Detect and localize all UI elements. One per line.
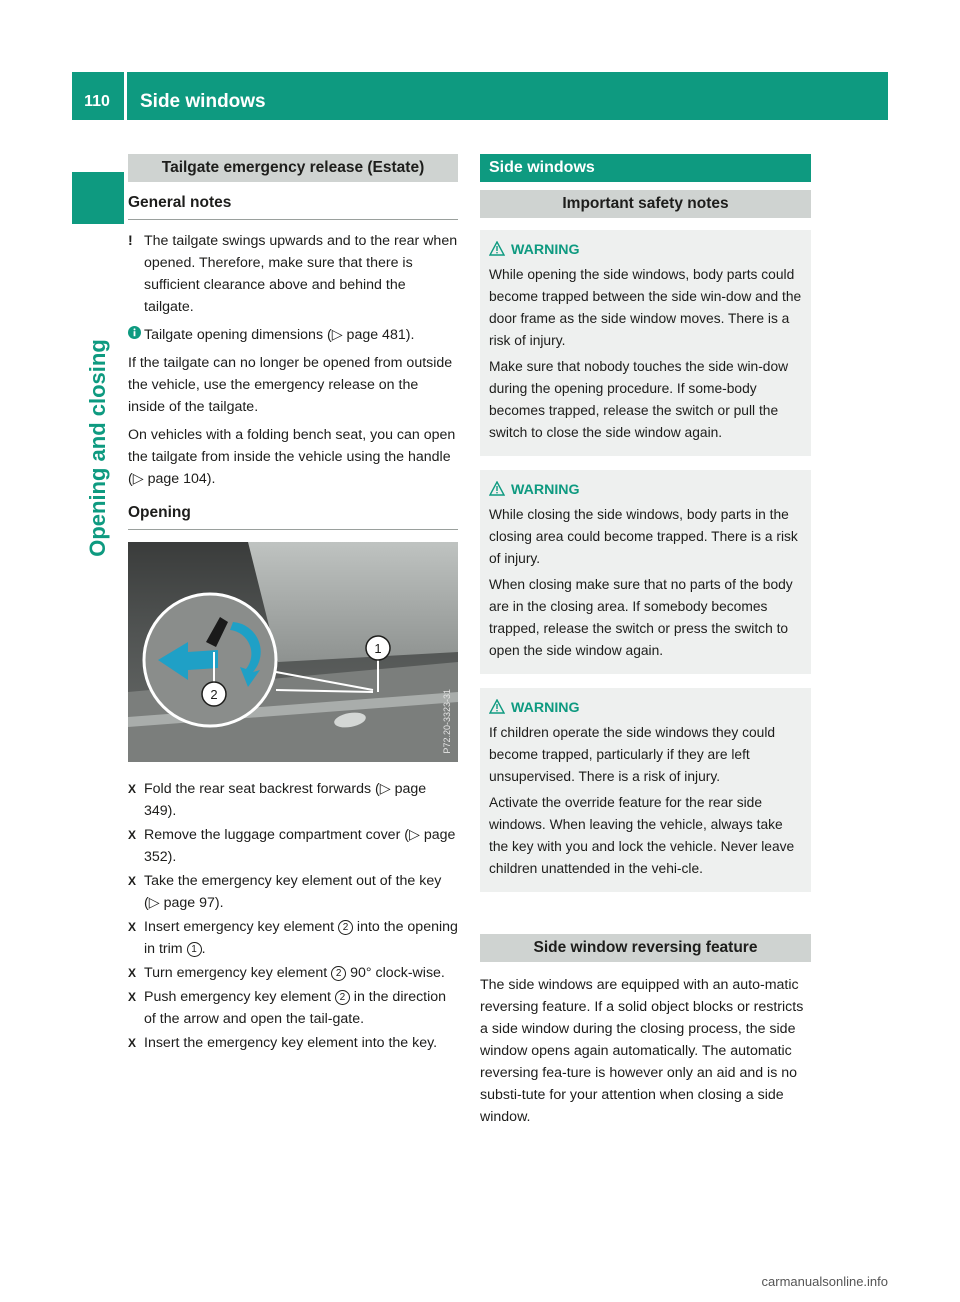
warning-box: WARNING While opening the side windows, body parts could become trapped between the side win-dow and the door frame as the side window moves. There is a risk of injury. Make sure that nobody touches the side win-dow during the opening procedure. If some-body becomes trapped, release the switch or pull the switch to close the side window again. [480,230,811,456]
callout-2-icon: 2 [335,990,350,1005]
right-column [480,154,811,1134]
callout-2-icon: 2 [338,920,353,935]
header-divider [124,72,127,120]
warning-box: WARNING If children operate the side windows they could become trapped, particularly if they are left unsupervised. There is a risk of injury. Activate the override feature for the rear side windows. When leaving the vehicle, always take the key with you and lock the vehicle. Never leave children unattended in the vehi-cle. [480,688,811,892]
side-windows-section-title: Side windows [480,154,811,182]
info-icon [128,324,144,346]
step-arrow-icon: X [128,966,137,980]
warning-triangle-icon [489,699,505,714]
step-item: X Fold the rear seat backrest forwards (▷ page 349). [128,778,458,822]
step-arrow-icon: X [128,782,137,796]
step-item: X Push emergency key element 2 in the direction of the arrow and open the tail-gate. [128,986,458,1030]
step-item: X Take the emergency key element out of the key (▷ page 97). [128,870,458,914]
step-item: X Turn emergency key element 2 90° clock-wise. [128,962,458,984]
page-title: Side windows [140,91,266,112]
general-notes-title: General notes [128,194,458,220]
paragraph-folding-bench: On vehicles with a folding bench seat, you can open the tailgate from inside the vehicle using the handle (▷ page 104). [128,427,456,487]
warning-title: WARNING [489,698,802,718]
figure-callout-1: 1 [374,641,382,656]
reversing-feature-text: The side windows are equipped with an auto-matic reversing feature. If a solid object blocks or restricts a side window during the closing process, the side window opens again automatically. The automatic reversing fea-ture is however only an aid and is no substi-tute for your attention when closing a side window. [480,977,804,1125]
step-item: X Insert the emergency key element into the key. [128,1032,458,1054]
page-number: 110 [84,93,110,110]
left-column [128,154,458,1056]
step-arrow-icon: X [128,920,137,934]
tailgate-section-title: Tailgate emergency release (Estate) [128,154,458,182]
warning-title: WARNING [489,240,802,260]
step-item: X Insert emergency key element 2 into the opening in trim 1 . [128,916,458,960]
warning-title: WARNING [489,480,802,500]
side-tab [72,172,124,224]
step-arrow-icon: X [128,874,137,888]
step-arrow-icon: X [128,990,137,1004]
tailgate-release-figure [128,542,458,762]
footer-url: carmanualsonline.info [761,1274,888,1289]
step-arrow-icon: X [128,828,137,842]
opening-title: Opening [128,504,458,530]
exclamation-icon: ! [128,233,133,249]
info-note: Tailgate opening dimensions (▷ page 481). [128,324,458,346]
figure-code: P72.20-3323-31 [442,689,452,754]
callout-1-icon: 1 [187,942,202,957]
warning-box: WARNING While closing the side windows, body parts in the closing area could become trapped. There is a risk of injury. When closing make sure that no parts of the body are in the closing area. If somebody becomes trapped, release the switch or press the switch to open the side window again. [480,470,811,674]
tailgate-illustration [128,542,458,762]
steps-list [128,778,458,1054]
step-arrow-icon: X [128,1036,137,1050]
reversing-feature-title: Side window reversing feature [480,934,811,962]
safety-notes-title: Important safety notes [480,190,811,218]
figure-callout-2: 2 [210,687,218,702]
step-item: X Remove the luggage compartment cover (▷ page 352). [128,824,458,868]
warning-triangle-icon [489,241,505,256]
warning-triangle-icon [489,481,505,496]
paragraph-emergency-release: If the tailgate can no longer be opened from outside the vehicle, use the emergency release on the inside of the tailgate. [128,355,453,415]
callout-2-icon: 2 [331,966,346,981]
warning-note: ! The tailgate swings upwards and to the rear when opened. Therefore, make sure that there is sufficient clearance above and behind the tailgate. [128,230,458,318]
